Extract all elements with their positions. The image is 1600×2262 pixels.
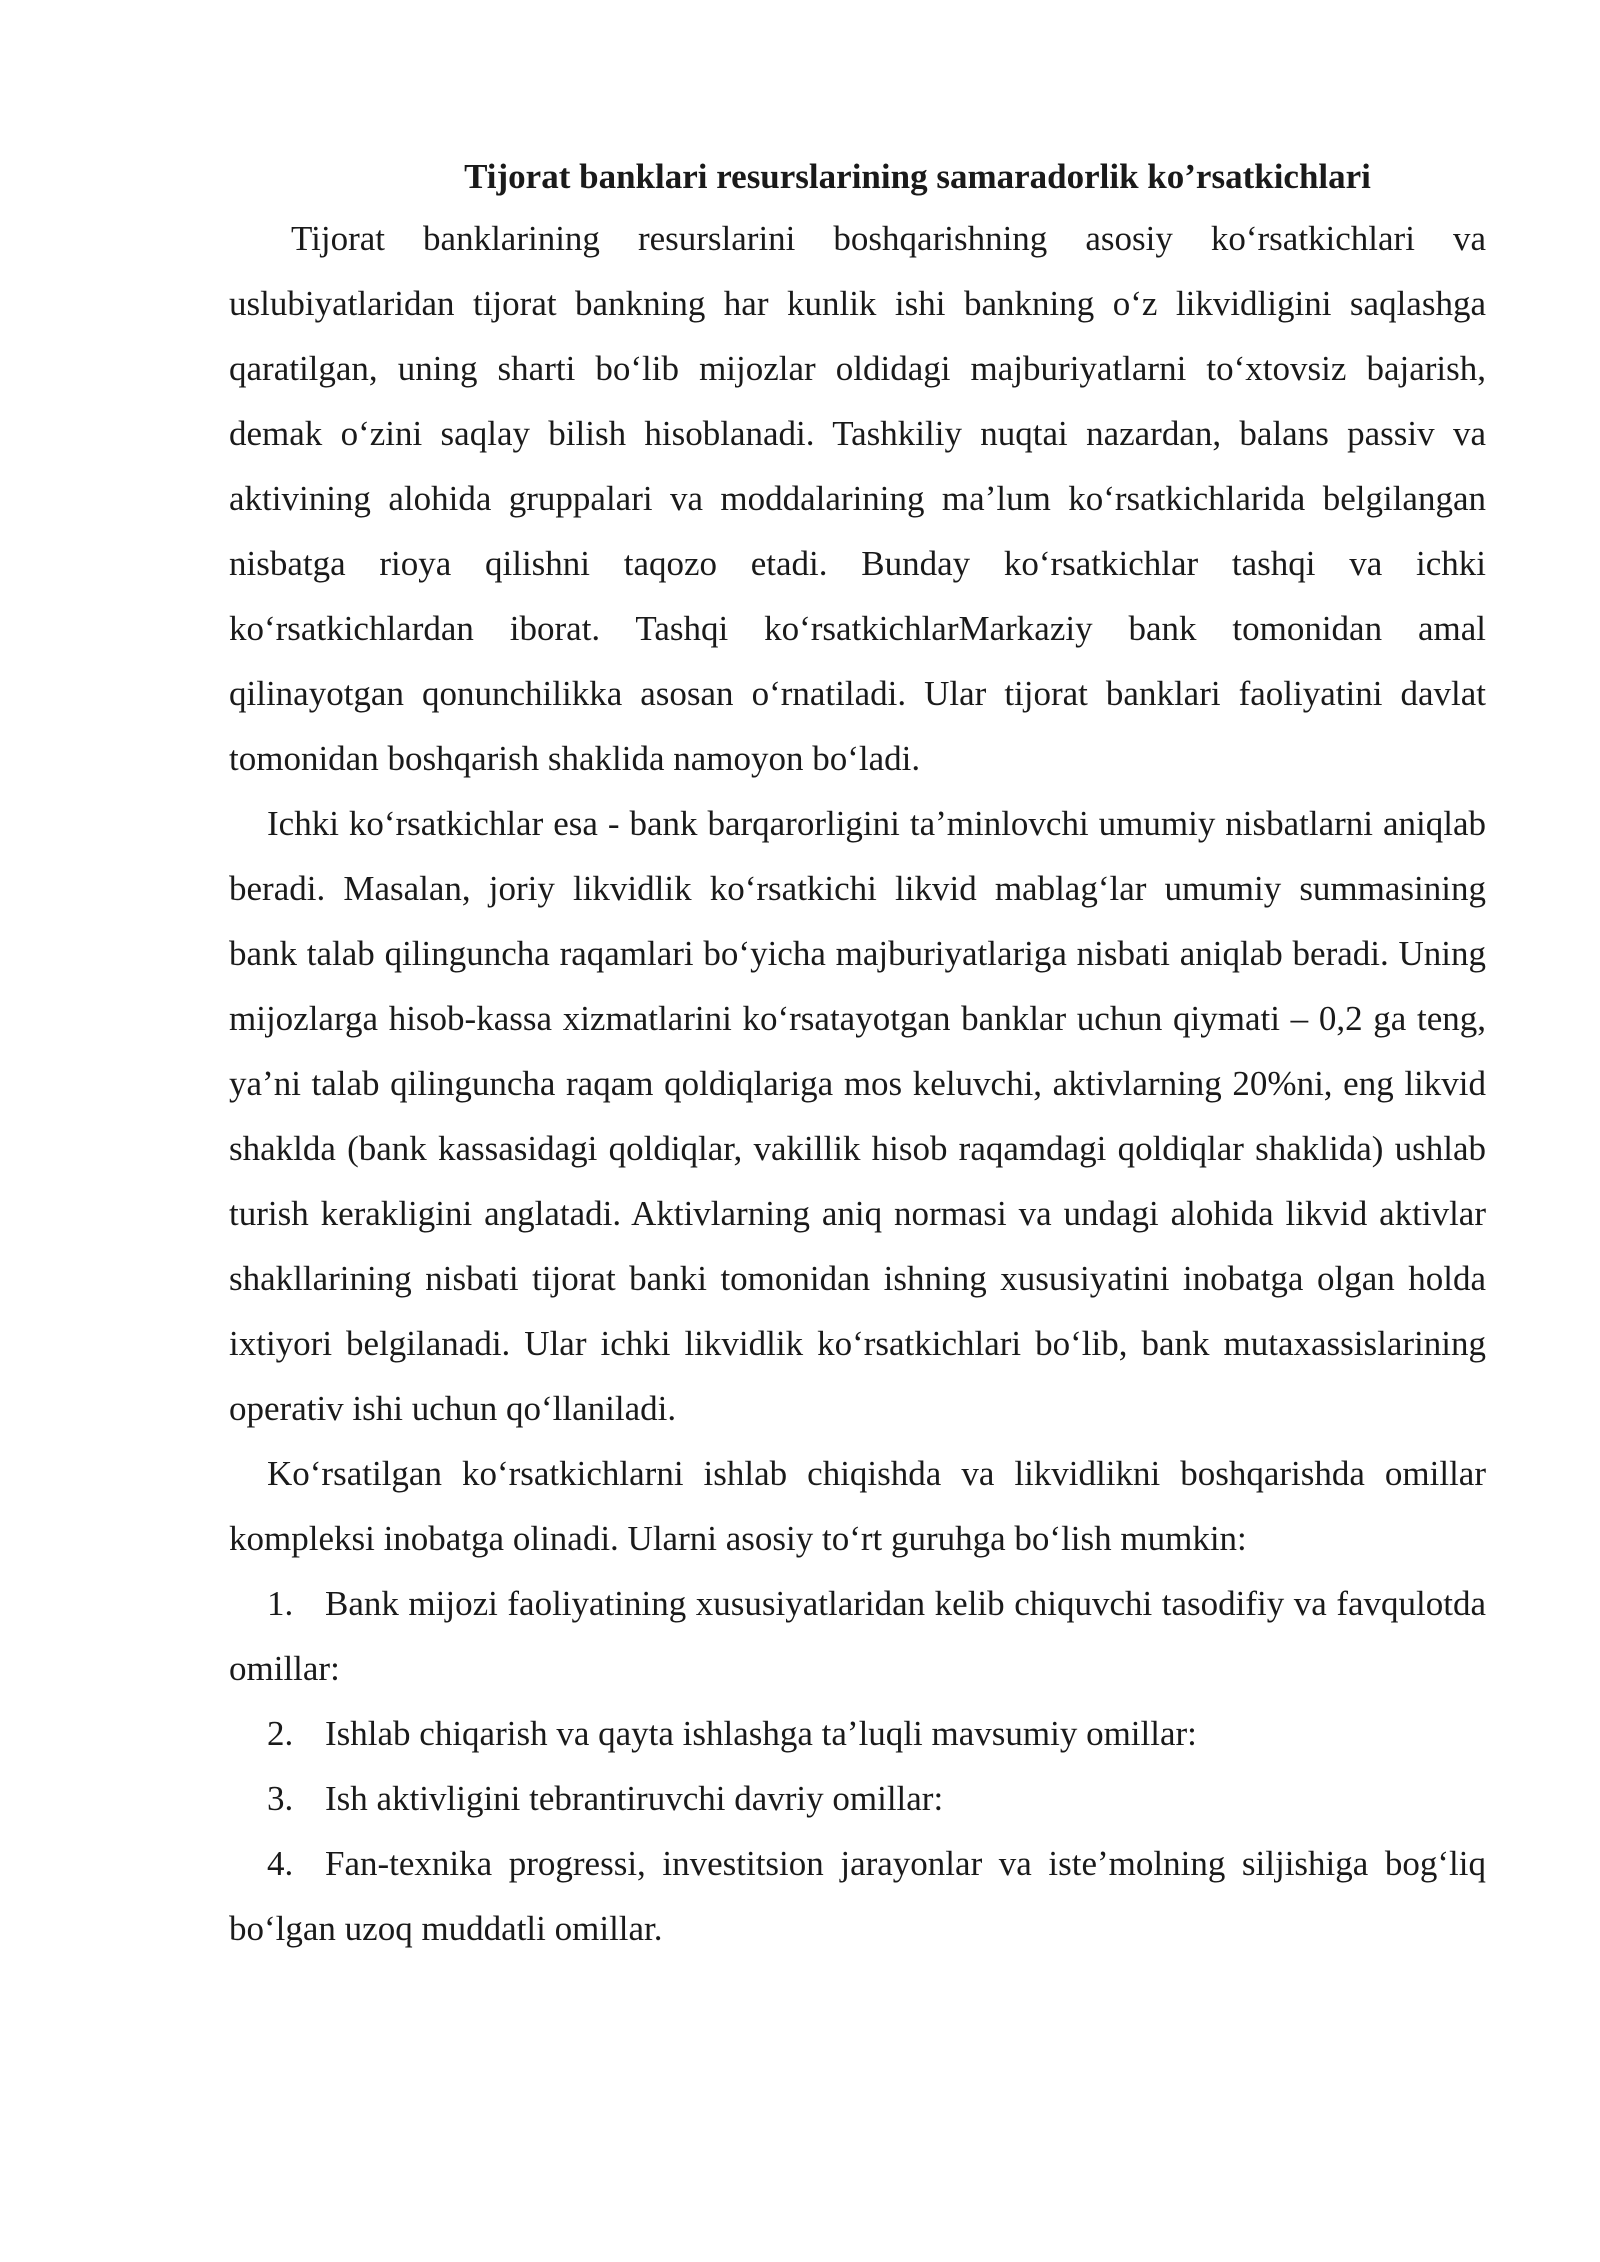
list-item-number: 4. <box>267 1844 294 1883</box>
paragraph-internal-indicators: Ichki koʻrsatkichlar esa - bank barqarorligini taʼminlovchi umumiy nisbatlarni aniqlab beradi. Masalan, joriy likvidlik koʻrsatkichi likvid mablagʻlar umumiy summasining bank talab qilinguncha raqamlari boʻyicha majburiyatlariga nisbati aniqlab beradi. Uning mijozlarga hisob-kassa xizmatlarini koʻrsatayotgan banklar uchun qiymati – 0,2 ga teng, yaʼni talab qilinguncha raqam qoldiqlariga mos keluvchi, aktivlarning 20%ni, eng likvid shaklda (bank kassasidagi qoldiqlar, vakillik hisob raqamdagi qoldiqlar shaklida) ushlab turish kerakligini anglatadi. Aktivlarning aniq normasi va undagi alohida likvid aktivlar shakllarining nisbati tijorat banki tomonidan ishning xususiyatini inobatga olgan holda ixtiyori belgilanadi. Ular ichki likvidlik koʻrsatkichlari boʻlib, bank mutaxassislarining operativ ishi uchun qoʻllaniladi. <box>229 804 1486 1428</box>
list-item-text: Bank mijozi faoliyatining xususiyatlaridan kelib chiquvchi tasodifiy va favqulotda omillar: <box>229 1584 1486 1688</box>
list-item-text: Ish aktivligini tebrantiruvchi davriy omillar: <box>325 1779 944 1818</box>
document-title: Tijorat banklari resurslarining samaradorlik ko’rsatkichlari <box>464 157 1371 196</box>
document-body <box>229 148 1486 1961</box>
list-item-number: 2. <box>267 1714 294 1753</box>
paragraph-intro: Tijorat banklarining resurslarini boshqarishning asosiy koʻrsatkichlari va uslubiyatlaridan tijorat bankning har kunlik ishi bankning oʻz likvidligini saqlashga qaratilgan, uning sharti boʻlib mijozlar oldidagi majburiyatlarni toʻxtovsiz bajarish, demak oʻzini saqlay bilish hisoblanadi. Tashkiliy nuqtai nazardan, balans passiv va aktivining alohida gruppalari va moddalarining maʼlum koʻrsatkichlarida belgilangan nisbatga rioya qilishni taqozo etadi. Bunday koʻrsatkichlar tashqi va ichki koʻrsatkichlardan iborat. Tashqi koʻrsatkichlarMarkaziy bank tomonidan amal qilinayotgan qonunchilikka asosan oʻrnatiladi. Ular tijorat banklari faoliyatini davlat tomonidan boshqarish shaklida namoyon boʻladi. <box>229 219 1486 778</box>
list-item <box>229 1831 1486 1961</box>
list-item-text: Ishlab chiqarish va qayta ishlashga taʼluqli mavsumiy omillar: <box>325 1714 1197 1753</box>
list-item <box>229 1571 1486 1701</box>
list-item-text: Fan-texnika progressi, investitsion jarayonlar va isteʼmolning siljishiga bogʻliq boʻlgan uzoq muddatli omillar. <box>229 1844 1486 1948</box>
list-item-number: 3. <box>267 1779 294 1818</box>
factors-list <box>229 1571 1486 1961</box>
list-item <box>229 1701 1486 1766</box>
paragraph-factors: Koʻrsatilgan koʻrsatkichlarni ishlab chiqishda va likvidlikni boshqarishda omillar kompleksi inobatga olinadi. Ularni asosiy toʻrt guruhga boʻlish mumkin: <box>229 1454 1486 1558</box>
list-item <box>229 1766 1486 1831</box>
list-item-number: 1. <box>267 1584 294 1623</box>
